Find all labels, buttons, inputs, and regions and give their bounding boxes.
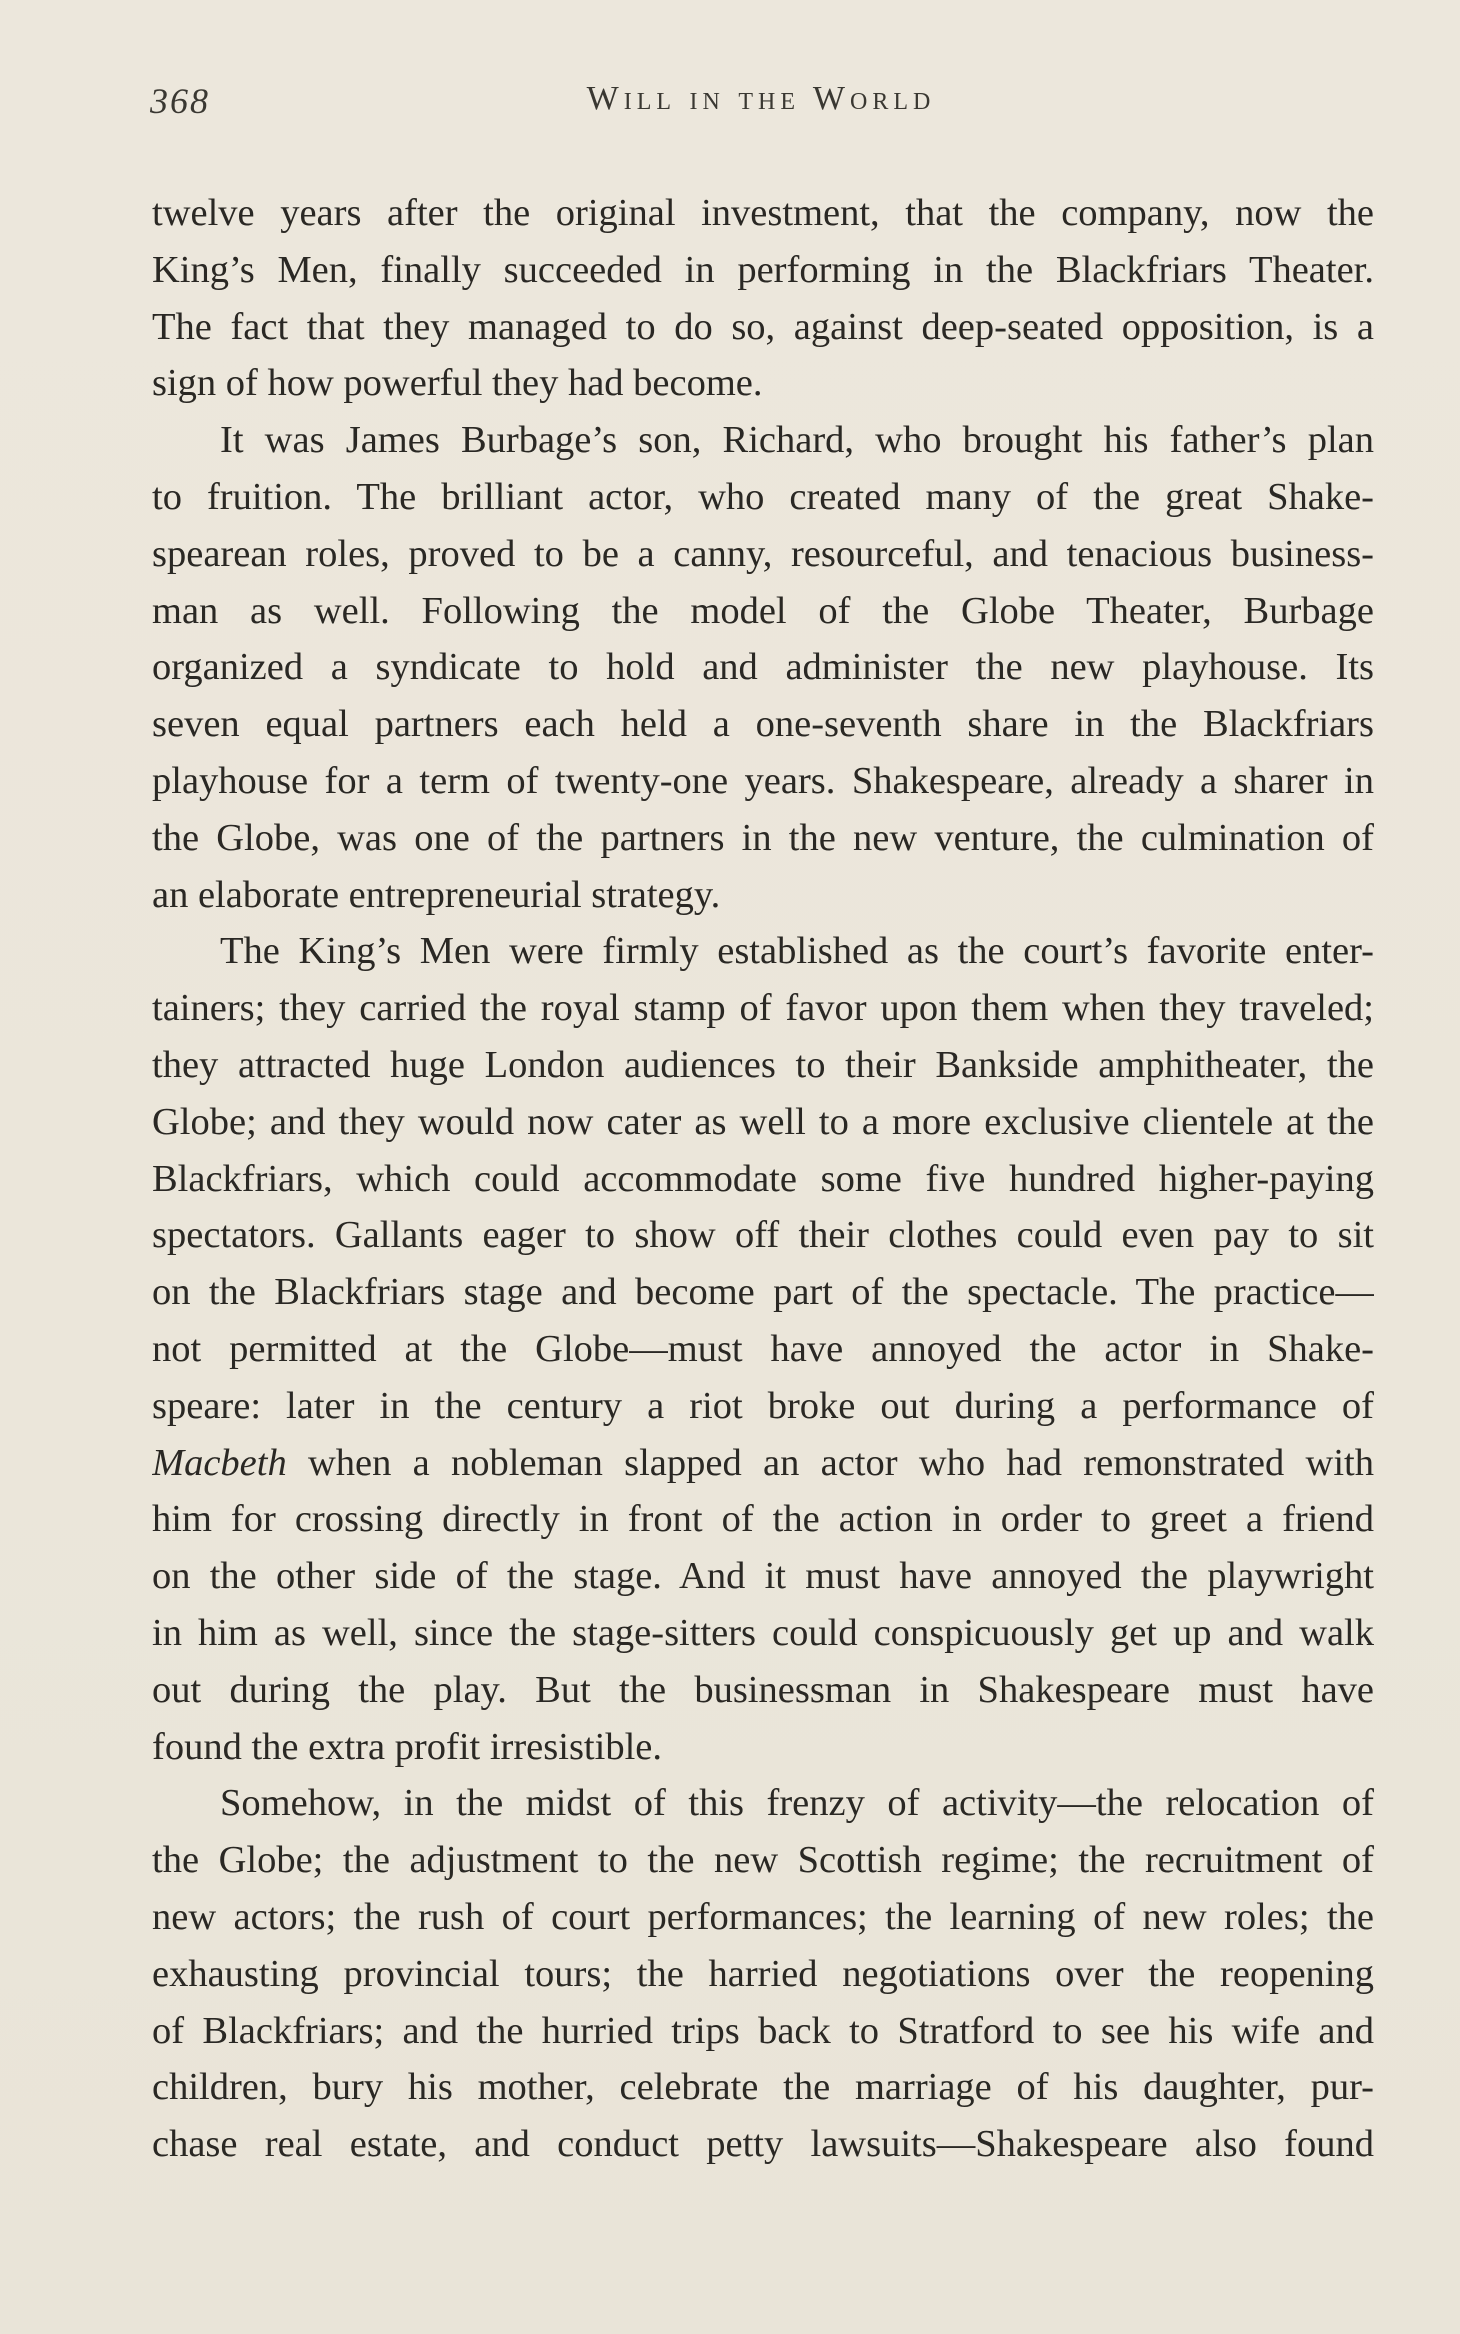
text-line: Globe; and they would now cater as well to a more exclusive clientele at the	[152, 1100, 1374, 1143]
paragraph	[152, 412, 1374, 923]
text-line: Blackfriars, which could accommodate some five hundred higher-paying	[152, 1157, 1374, 1200]
text-line: twelve years after the original investment, that the company, now the	[152, 192, 1374, 234]
running-head	[150, 80, 1372, 130]
body-text	[152, 185, 1374, 2173]
paragraph	[152, 1775, 1374, 2173]
paragraph	[152, 923, 1374, 1775]
text-line: him for crossing directly in front of the action in order to greet a friend	[152, 1498, 1374, 1541]
text-line: Somehow, in the midst of this frenzy of activity—the relocation of	[220, 1782, 1374, 1825]
text-line: chase real estate, and conduct petty lawsuits—Shakespeare also found	[152, 2123, 1374, 2166]
text-line: The King’s Men were firmly established as the court’s favorite enter-	[220, 930, 1374, 973]
text-line: of Blackfriars; and the hurried trips back to Stratford to see his wife and	[152, 2009, 1374, 2052]
paragraph	[152, 185, 1374, 412]
text-line: an elaborate entrepreneurial strategy.	[152, 873, 721, 916]
page-number: 368	[150, 81, 210, 121]
text-line: man as well. Following the model of the Globe Theater, Burbage	[152, 589, 1374, 632]
text-line: speare: later in the century a riot broke out during a performance of	[152, 1384, 1374, 1427]
text-line: The fact that they managed to do so, against deep-seated opposition, is a	[152, 305, 1374, 348]
text-line: playhouse for a term of twenty-one years. Shakespeare, already a sharer in	[152, 759, 1374, 802]
text-line: tainers; they carried the royal stamp of favor upon them when they traveled;	[152, 987, 1374, 1030]
text-line: they attracted huge London audiences to their Bankside amphitheater, the	[152, 1043, 1374, 1086]
text-line: found the extra profit irresistible.	[152, 1725, 662, 1768]
text-line: in him as well, since the stage-sitters could conspicuously get up and walk	[152, 1611, 1374, 1654]
text-line: the Globe; the adjustment to the new Scottish regime; the recruitment of	[152, 1839, 1374, 1882]
text-line: the Globe, was one of the partners in the new venture, the culmination of	[152, 816, 1374, 859]
text-line: on the other side of the stage. And it must have annoyed the playwright	[152, 1555, 1374, 1598]
text-line: children, bury his mother, celebrate the marriage of his daughter, pur-	[152, 2066, 1374, 2109]
text-line: not permitted at the Globe—must have annoyed the actor in Shake-	[152, 1327, 1374, 1370]
text-line: spectators. Gallants eager to show off their clothes could even pay to sit	[152, 1214, 1374, 1257]
text-line: seven equal partners each held a one-seventh share in the Blackfriars	[152, 703, 1374, 746]
text-line: It was James Burbage’s son, Richard, who brought his father’s plan	[220, 419, 1374, 462]
text-line: organized a syndicate to hold and administer the new playhouse. Its	[152, 646, 1374, 689]
text-line: King’s Men, finally succeeded in performing in the Blackfriars Theater.	[152, 248, 1374, 291]
text-line: on the Blackfriars stage and become part of the spectacle. The practice—	[152, 1271, 1374, 1314]
text-line: exhausting provincial tours; the harried negotiations over the reopening	[152, 1952, 1374, 1995]
text-line: sign of how powerful they had become.	[152, 362, 763, 405]
text-line: to fruition. The brilliant actor, who created many of the great Shake-	[152, 475, 1374, 518]
text-line: spearean roles, proved to be a canny, resourceful, and tenacious business-	[152, 532, 1374, 575]
text-line: out during the play. But the businessman in Shakespeare must have	[152, 1668, 1374, 1711]
book-title: Will in the World	[586, 80, 936, 117]
text-line: new actors; the rush of court performances; the learning of new roles; the	[152, 1895, 1374, 1938]
text-line: Macbeth when a nobleman slapped an actor who had remonstrated with	[152, 1441, 1374, 1484]
